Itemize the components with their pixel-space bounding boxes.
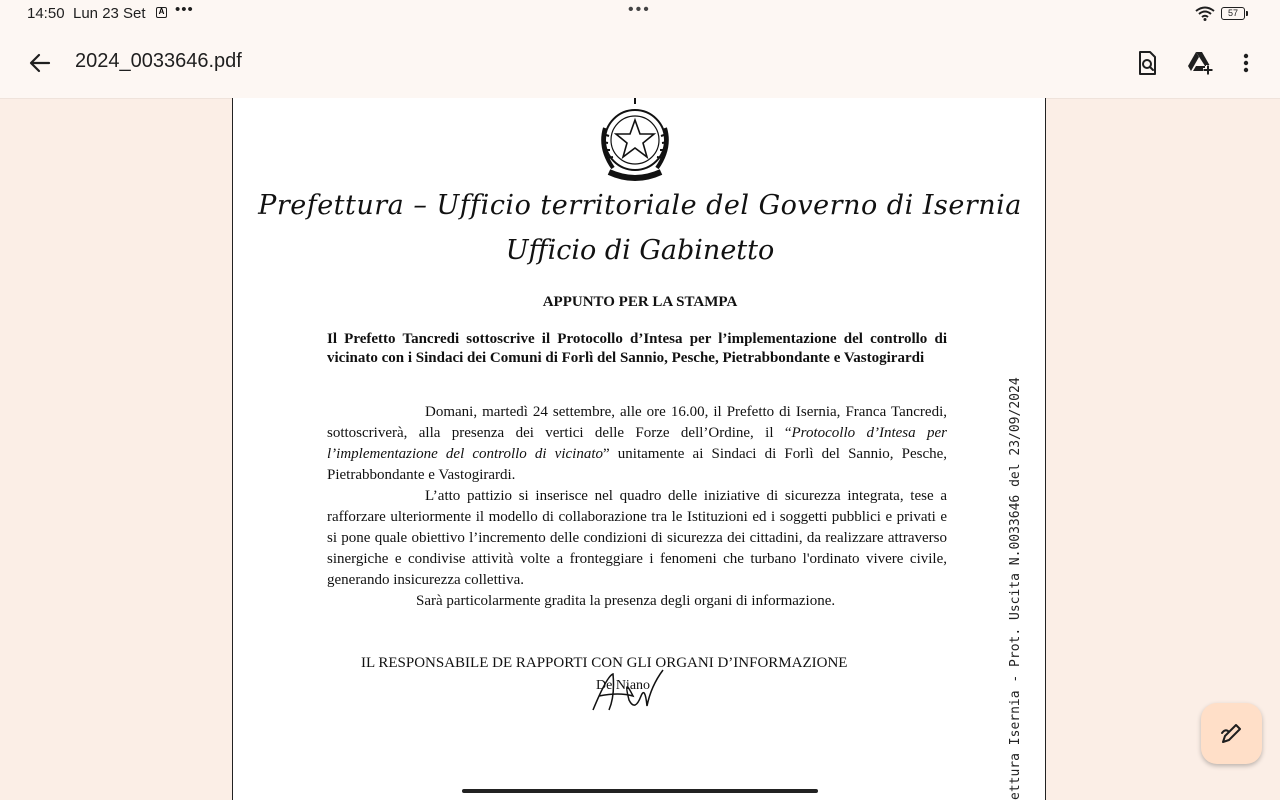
- emblem-icon: [595, 98, 675, 184]
- gesture-handle[interactable]: [462, 789, 818, 793]
- more-vert-icon[interactable]: [1231, 48, 1261, 78]
- pdf-page[interactable]: [232, 98, 1046, 800]
- navigation-bar: [0, 780, 1280, 800]
- document-subject: Il Prefetto Tancredi sottoscrive il Protocollo d’Intesa per l’implementazione del controllo di vicinato con i Sindaci dei Comuni di Forlì del Sannio, Pesche, Pietrabbondante e Vastogirardi: [327, 331, 947, 366]
- app-bar: [0, 28, 1280, 99]
- wifi-icon: [1195, 6, 1215, 21]
- signature-name: De Niano: [596, 678, 651, 693]
- status-bar: [0, 0, 1280, 28]
- document-body: [327, 402, 947, 612]
- status-time: 14:50: [27, 5, 65, 22]
- paragraph-3: Sarà particolarmente gradita la presenza degli organi di informazione.: [416, 593, 836, 609]
- paragraph-1: Domani, martedì 24 settembre, alle ore 16.00, il Prefetto di Isernia, Franca Tancredi, sottoscriverà, alla presenza dei vertici delle Forze dell’Ordine, il “Protocollo d’Intesa per l’implementazione del controllo di vicinato” unitamente ai Sindaci di Forlì del Sannio, Pesche, Pietrabbondante e Vastogirardi.: [327, 404, 948, 483]
- arrow-left-icon[interactable]: [26, 49, 54, 77]
- signature-title: IL RESPONSABILE DE RAPPORTI CON GLI ORGANI D’INFORMAZIONE: [361, 655, 848, 671]
- drive-add-icon[interactable]: [1185, 48, 1215, 78]
- edit-pen-icon: [1219, 721, 1244, 746]
- handwritten-signature: [589, 666, 669, 716]
- document-heading: APPUNTO PER LA STAMPA: [542, 294, 738, 310]
- protocol-stamp: ettura Isernia - Prot. Uscita N.0033646 del 23/09/2024: [1008, 377, 1023, 800]
- status-date: Lun 23 Set: [73, 5, 146, 22]
- document-title: 2024_0033646.pdf: [75, 50, 242, 72]
- annotate-button[interactable]: [1201, 703, 1262, 764]
- header-line-1: Prefettura – Ufficio territoriale del Governo di Isernia: [258, 190, 1022, 221]
- paragraph-2: L’atto pattizio si inserisce nel quadro delle iniziative di sicurezza integrata, tese a rafforzare ulteriormente il modello di collaborazione tra le Istituzioni ed i soggetti pubblici e privati e si pone quale obiettivo l’incremento delle condizioni di sicurezza dei cittadini, da realizzare attraverso sinergiche e condivise attività volte a fronteggiare i fenomeni che turbano l'ordinato vivere civile, generando insicurezza collettiva.: [327, 488, 947, 588]
- header-line-2: Ufficio di Gabinetto: [505, 235, 775, 266]
- battery-icon: 57: [1221, 7, 1245, 20]
- notification-icon: A: [156, 7, 167, 18]
- search-document-icon[interactable]: [1132, 48, 1162, 78]
- multitask-dots[interactable]: •••: [628, 1, 651, 18]
- status-more-dots: •••: [175, 1, 194, 18]
